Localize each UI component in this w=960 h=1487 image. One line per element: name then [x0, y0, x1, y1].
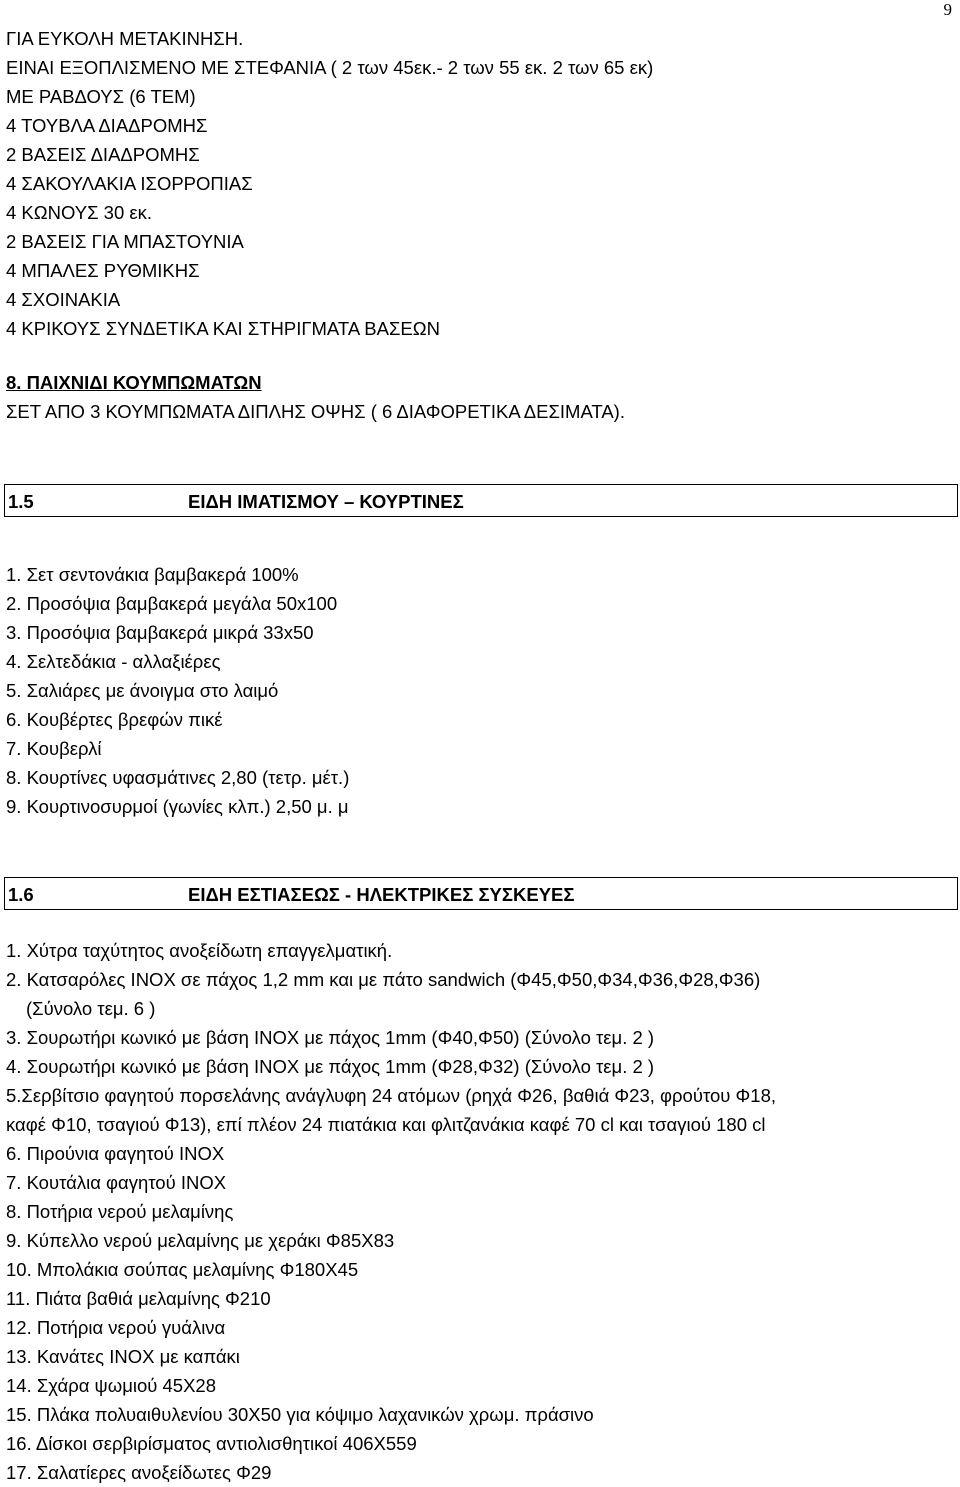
item8-text: ΣΕΤ ΑΠΟ 3 ΚΟΥΜΠΩΜΑΤΑ ΔΙΠΛΗΣ ΟΨΗΣ ( 6 ΔΙΑΦΟΡΕΤΙΚΑ ΔΕΣΙΜΑΤΑ). — [6, 401, 625, 422]
section-1-5-list — [6, 560, 956, 821]
list-item: 6. Κουβέρτες βρεφών πικέ — [6, 709, 223, 730]
intro-line: ΕΙΝΑΙ ΕΞΟΠΛΙΣΜΕΝΟ ΜΕ ΣΤΕΦΑΝΙΑ ( 2 των 45εκ.- 2 των 55 εκ. 2 των 65 εκ) — [6, 57, 654, 78]
list-item: 13. Κανάτες ΙΝΟΧ με καπάκι — [6, 1346, 240, 1367]
page-number: 9 — [943, 0, 952, 19]
list-item: 1. Σετ σεντονάκια βαμβακερά 100% — [6, 564, 299, 585]
intro-line: ΓΙΑ ΕΥΚΟΛΗ ΜΕΤΑΚΙΝΗΣΗ. — [6, 28, 244, 49]
intro-line: 4 ΜΠΑΛΕΣ ΡΥΘΜΙΚΗΣ — [6, 260, 200, 281]
list-item: 3. Σουρωτήρι κωνικό με βάση ΙΝΟΧ με πάχος 1mm (Φ40,Φ50) (Σύνολο τεμ. 2 ) — [6, 1027, 655, 1048]
intro-line: 2 ΒΑΣΕΙΣ ΔΙΑΔΡΟΜΗΣ — [6, 144, 200, 165]
list-item: 3. Προσόψια βαμβακερά μικρά 33x50 — [6, 622, 314, 643]
list-item: 5.Σερβίτσιο φαγητού πορσελάνης ανάγλυφη 24 ατόμων (ρηχά Φ26, βαθιά Φ23, φρούτου Φ18, — [6, 1085, 777, 1106]
list-item: 5. Σαλιάρες με άνοιγμα στο λαιμό — [6, 680, 279, 701]
intro-list — [6, 24, 956, 343]
list-item: 10. Μπολάκια σούπας μελαμίνης Φ180Χ45 — [6, 1259, 359, 1280]
intro-line: 4 ΣΧΟΙΝΑΚΙΑ — [6, 289, 121, 310]
item8-heading: 8. ΠΑΙΧΝΙΔΙ ΚΟΥΜΠΩΜΑΤΩΝ — [6, 372, 262, 393]
list-item: 7. Κουβερλί — [6, 738, 102, 759]
list-item: 1. Χύτρα ταχύτητος ανοξείδωτη επαγγελματική. — [6, 940, 393, 961]
list-item-continuation: (Σύνολο τεμ. 6 ) — [26, 998, 156, 1019]
list-item: 16. Δίσκοι σερβιρίσματος αντιολισθητικοί 406Χ559 — [6, 1433, 417, 1454]
list-item: 12. Ποτήρια νερού γυάλινα — [6, 1317, 226, 1338]
section-1-6-list — [6, 936, 956, 1487]
section-1-5-header — [4, 484, 958, 517]
section-number: 1.6 — [8, 884, 34, 905]
list-item: 9. Κύπελλο νερού μελαμίνης με χεράκι Φ85Χ83 — [6, 1230, 395, 1251]
list-item-continuation: καφέ Φ10, τσαγιού Φ13), επί πλέον 24 πιατάκια και φλιτζανάκια καφέ 70 cl και τσαγιού 180 cl — [6, 1114, 766, 1135]
intro-line: 4 ΣΑΚΟΥΛΑΚΙΑ ΙΣΟΡΡΟΠΙΑΣ — [6, 173, 253, 194]
intro-line: 2 ΒΑΣΕΙΣ ΓΙΑ ΜΠΑΣΤΟΥΝΙΑ — [6, 231, 244, 252]
intro-line: 4 ΤΟΥΒΛΑ ΔΙΑΔΡΟΜΗΣ — [6, 115, 208, 136]
list-item: 8. Κουρτίνες υφασμάτινες 2,80 (τετρ. μέτ.) — [6, 767, 350, 788]
list-item: 7. Κουτάλια φαγητού ΙΝΟΧ — [6, 1172, 227, 1193]
list-item: 9. Κουρτινοσυρμοί (γωνίες κλπ.) 2,50 μ. μ — [6, 796, 349, 817]
intro-line: ΜΕ ΡΑΒΔΟΥΣ (6 ΤΕΜ) — [6, 86, 196, 107]
list-item: 4. Σουρωτήρι κωνικό με βάση ΙΝΟΧ με πάχος 1mm (Φ28,Φ32) (Σύνολο τεμ. 2 ) — [6, 1056, 655, 1077]
list-item: 15. Πλάκα πολυαιθυλενίου 30Χ50 για κόψιμο λαχανικών χρωμ. πράσινο — [6, 1404, 594, 1425]
list-item: 2. Προσόψια βαμβακερά μεγάλα 50x100 — [6, 593, 338, 614]
list-item: 8. Ποτήρια νερού μελαμίνης — [6, 1201, 234, 1222]
section-title: ΕΙΔΗ ΙΜΑΤΙΣΜΟΥ – ΚΟΥΡΤΙΝΕΣ — [188, 491, 464, 512]
list-item: 17. Σαλατίερες ανοξείδωτες Φ29 — [6, 1462, 272, 1483]
list-item: 4. Σελτεδάκια - αλλαξιέρες — [6, 651, 221, 672]
section-number: 1.5 — [8, 491, 34, 512]
list-item: 14. Σχάρα ψωμιού 45Χ28 — [6, 1375, 217, 1396]
list-item: 2. Κατσαρόλες ΙΝΟΧ σε πάχος 1,2 mm και με πάτο sandwich (Φ45,Φ50,Φ34,Φ36,Φ28,Φ36) — [6, 969, 761, 990]
list-item: 11. Πιάτα βαθιά μελαμίνης Φ210 — [6, 1288, 271, 1309]
item8-block — [6, 368, 956, 426]
list-item: 6. Πιρούνια φαγητού ΙΝΟΧ — [6, 1143, 225, 1164]
intro-line: 4 ΚΩΝΟΥΣ 30 εκ. — [6, 202, 153, 223]
intro-line: 4 ΚΡΙΚΟΥΣ ΣΥΝΔΕΤΙΚΑ ΚΑΙ ΣΤΗΡΙΓΜΑΤΑ ΒΑΣΕΩΝ — [6, 318, 440, 339]
section-1-6-header — [4, 877, 958, 910]
section-title: ΕΙΔΗ ΕΣΤΙΑΣΕΩΣ - ΗΛΕΚΤΡΙΚΕΣ ΣΥΣΚΕΥΕΣ — [188, 884, 575, 905]
